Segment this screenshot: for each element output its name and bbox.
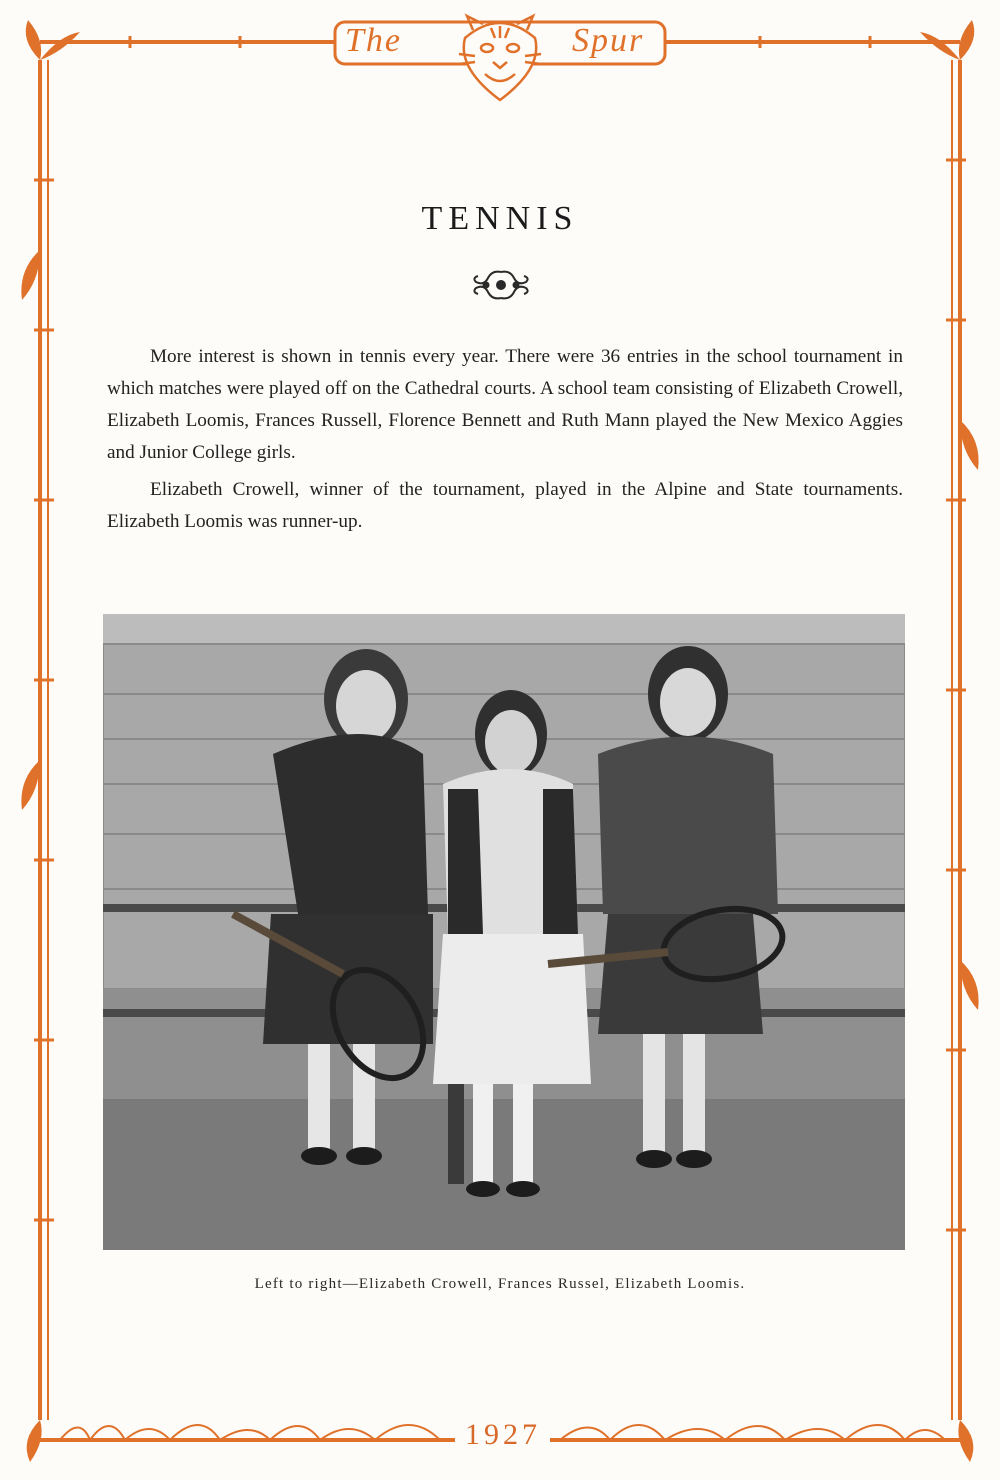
page-title: TENNIS: [421, 200, 579, 237]
photo-caption: Left to right—Elizabeth Crowell, Frances Russel, Elizabeth Loomis.: [254, 1276, 746, 1292]
team-photo: [103, 614, 905, 1250]
footer-year: 1927: [465, 1418, 541, 1451]
header-title-right: Spur: [572, 22, 645, 59]
article-body: [107, 341, 903, 543]
paragraph-1: More interest is shown in tennis every year. There were 36 entries in the school tournament in which matches were played off on the Cathedral courts. A school team consisting of Elizabeth Crowell, Elizabeth Loomis, Frances Russell, Florence Bennett and Ruth Mann played the New Mexico Aggies and Junior College girls.: [107, 346, 903, 463]
floral-ornament-icon: [470, 268, 532, 302]
tiger-head-icon: [455, 8, 545, 104]
paragraph-2: Elizabeth Crowell, winner of the tournament, played in the Alpine and State tournaments. Elizabeth Loomis was runner-up.: [107, 479, 903, 532]
header-title-left: The: [345, 22, 402, 59]
